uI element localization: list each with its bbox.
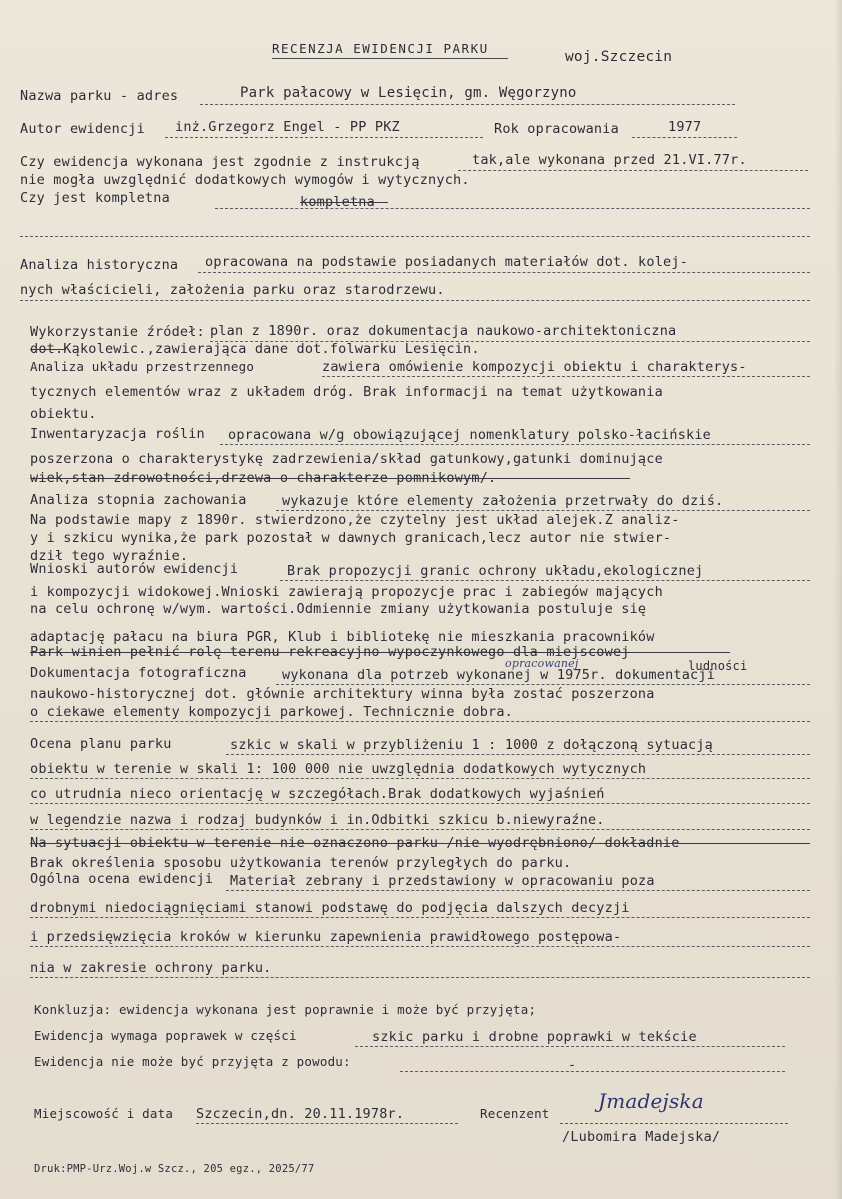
overall-line-2: [30, 917, 810, 918]
history-value-1: opracowana na podstawie posiadanych materiałów dot. kolej-: [205, 254, 689, 270]
conclusion-reject-line: [400, 1071, 785, 1072]
plan-label: Ocena planu parku: [30, 736, 172, 752]
plan-value-3: co utrudnia nieco orientację w szczegółach.Brak dodatkowych wyjaśnień: [30, 786, 605, 802]
plan-value-4: w legendzie nazwa i rodzaj budynków i in.Odbitki szkicu b.niewyraźne.: [30, 812, 605, 828]
print-info: Druk:PMP-Urz.Woj.w Szcz., 205 egz., 2025/77: [34, 1163, 315, 1175]
conclusions-strike: [30, 652, 730, 653]
complete-line: [215, 208, 810, 209]
conclusions-value-5: Park winien pełnić rolę terenu rekreacyjno-wypoczynkowego dla miejscowej: [30, 644, 630, 660]
sources-value-1: plan z 1890r. oraz dokumentacja naukowo-architektoniczna: [210, 323, 677, 339]
preservation-value-2: Na podstawie mapy z 1890r. stwierdzono,że czytelny jest układ alejek.Z analiz-: [30, 512, 680, 528]
overall-value-2: drobnymi niedociągnięciami stanowi podstawę do podjęcia dalszych decyzji: [30, 900, 630, 916]
conclusion-line-1: Konkluzja: ewidencja wykonana jest poprawnie i może być przyjęta;: [34, 1002, 537, 1017]
author-value: inż.Grzegorz Engel - PP PKZ: [175, 119, 400, 135]
conclusions-line: [280, 580, 810, 581]
plan-value-6: Brak określenia sposobu użytkowania terenów przyległych do parku.: [30, 855, 572, 871]
plan-strike: [30, 843, 810, 844]
inventory-line: [220, 444, 810, 445]
author-line: [165, 137, 483, 138]
region-label: woj.Szczecin: [565, 49, 673, 65]
overall-value-1: Materiał zebrany i przedstawiony w opracowaniu poza: [230, 873, 655, 889]
title-underline: [272, 58, 508, 59]
year-value: 1977: [668, 119, 702, 135]
photo-doc-value-1: wykonana dla potrzeb wykonanej w 1975r. dokumentacji: [282, 667, 716, 683]
photo-doc-line-2: [30, 721, 810, 722]
conclusion-corrections-line: [355, 1046, 785, 1047]
conclusions-author-label: Wnioski autorów ewidencji: [30, 561, 239, 577]
inventory-value-2: poszerzona o charakterystykę zadrzewienia/skład gatunkowy,gatunki dominujące: [30, 451, 663, 467]
inventory-strike: [30, 478, 630, 479]
layout-value-2: tycznych elementów wraz z układem dróg. Brak informacji na temat użytkowania: [30, 384, 663, 400]
complete-label: Czy jest kompletna: [20, 190, 170, 206]
place-date-label: Miejscowość i data: [34, 1106, 174, 1121]
photo-doc-label: Dokumentacja fotograficzna: [30, 665, 247, 681]
history-line-2: [20, 300, 810, 301]
complete-line-2: [20, 236, 810, 237]
place-date-value: Szczecin,dn. 20.11.1978r.: [196, 1106, 405, 1122]
layout-line: [322, 376, 810, 377]
plan-line-3: [30, 803, 810, 804]
inventory-value-1: opracowana w/g obowiązującej nomenklatury polsko-łacińskie: [228, 427, 712, 443]
conclusion-reject-value: -: [568, 1057, 577, 1073]
conclusion-needs-corrections-label: Ewidencja wymaga poprawek w części: [34, 1028, 297, 1043]
preservation-value-1: wykazuje które elementy założenia przetrwały do dziś.: [282, 493, 724, 509]
preservation-value-4: dził tego wyraźnie.: [30, 548, 189, 564]
sources-value-2: dot.Kąkolewic.,zawierająca dane dot.folwarku Lesięcin.: [30, 341, 480, 357]
complete-strike: [300, 202, 388, 203]
conclusions-value-1: Brak propozycji granic ochrony układu,ekologicznej: [287, 563, 704, 579]
year-label: Rok opracowania: [494, 121, 619, 137]
instruction-line: [458, 170, 808, 171]
place-date-line: [196, 1123, 458, 1124]
plan-value-5: Na sytuacji obiektu w terenie nie oznaczono parku /nie wyodrębniono/-dokładnie: [30, 835, 680, 851]
instruction-value-1: tak,ale wykonana przed 21.VI.77r.: [472, 152, 747, 168]
instruction-value-2: nie mogła uwzględnić dodatkowych wymogów i wytycznych.: [20, 172, 470, 188]
layout-value-1: zawiera omówienie kompozycji obiektu i charakterys-: [322, 359, 747, 375]
photo-doc-note-2: ludności: [688, 659, 748, 673]
signature-line: [560, 1123, 788, 1124]
plan-value-2: obiektu w terenie w skali 1: 100 000 nie uwzględnia dodatkowych wytycznych: [30, 761, 647, 777]
overall-value-4: nia w zakresie ochrony parku.: [30, 960, 272, 976]
page-edge-shadow: [834, 0, 842, 1199]
sources-strike: [30, 349, 66, 350]
preservation-value-3: y i szkicu wynika,że park pozostał w dawnych granicach,lecz autor nie stwier-: [30, 530, 672, 546]
layout-value-3: obiektu.: [30, 406, 97, 422]
inventory-value-3: wiek,stan zdrowotności,drzewa o charakterze pomnikowym/.: [30, 470, 497, 486]
document-title: RECENZJA EWIDENCJI PARKU: [272, 41, 489, 56]
instruction-label: Czy ewidencja wykonana jest zgodnie z instrukcją: [20, 154, 420, 170]
plan-value-1: szkic w skali w przybliżeniu 1 : 1000 z dołączoną sytuacją: [230, 737, 714, 753]
complete-value: kompletna: [300, 194, 375, 210]
photo-doc-value-3: o ciekawe elementy kompozycji parkowej. Technicznie dobra.: [30, 704, 514, 720]
history-line-1: [198, 272, 810, 273]
overall-line-3: [30, 946, 810, 947]
park-name-value: Park pałacowy w Lesięcin, gm. Węgorzyno: [240, 85, 577, 101]
conclusions-value-3: na celu ochronę w/wym. wartości.Odmiennie zmiany użytkowania postuluje się: [30, 601, 647, 617]
conclusion-needs-corrections-value: szkic parku i drobne poprawki w tekście: [372, 1029, 697, 1045]
plan-line-4: [30, 829, 810, 830]
conclusion-reject-label: Ewidencja nie może być przyjęta z powodu:: [34, 1054, 351, 1069]
reviewer-signature: Jmadejska: [598, 1089, 704, 1113]
inventory-label: Inwentaryzacja roślin: [30, 426, 205, 442]
reviewer-name: /Lubomira Madejska/: [562, 1129, 721, 1145]
year-line: [632, 137, 737, 138]
plan-line-1: [226, 754, 810, 755]
park-name-label: Nazwa parku - adres: [20, 88, 179, 104]
park-name-line: [200, 104, 735, 105]
preservation-label: Analiza stopnia zachowania: [30, 492, 247, 508]
layout-label: Analiza układu przestrzennego: [30, 359, 255, 374]
overall-label: Ogólna ocena ewidencji: [30, 871, 214, 887]
overall-line-1: [226, 890, 810, 891]
conclusions-value-2: i kompozycji widokowej.Wnioski zawierają propozycje prac i zabiegów mających: [30, 584, 663, 600]
reviewer-label: Recenzent: [480, 1106, 550, 1121]
plan-line-2: [30, 778, 810, 779]
overall-value-3: i przedsięwzięcia kroków w kierunku zapewnienia prawidłowego postępowa-: [30, 929, 622, 945]
overall-line-4: [30, 977, 810, 978]
photo-doc-note: opracowanej: [505, 657, 579, 670]
sources-label: Wykorzystanie źródeł:: [30, 324, 205, 340]
history-label: Analiza historyczna: [20, 257, 179, 273]
conclusions-value-4: adaptację pałacu na biura PGR, Klub i bibliotekę nie mieszkania pracowników: [30, 629, 655, 645]
photo-doc-value-2: naukowo-historycznej dot. głównie architektury winna była zostać poszerzona: [30, 686, 655, 702]
author-label: Autor ewidencji: [20, 121, 145, 137]
history-value-2: nych właścicieli, założenia parku oraz starodrzewu.: [20, 282, 445, 298]
